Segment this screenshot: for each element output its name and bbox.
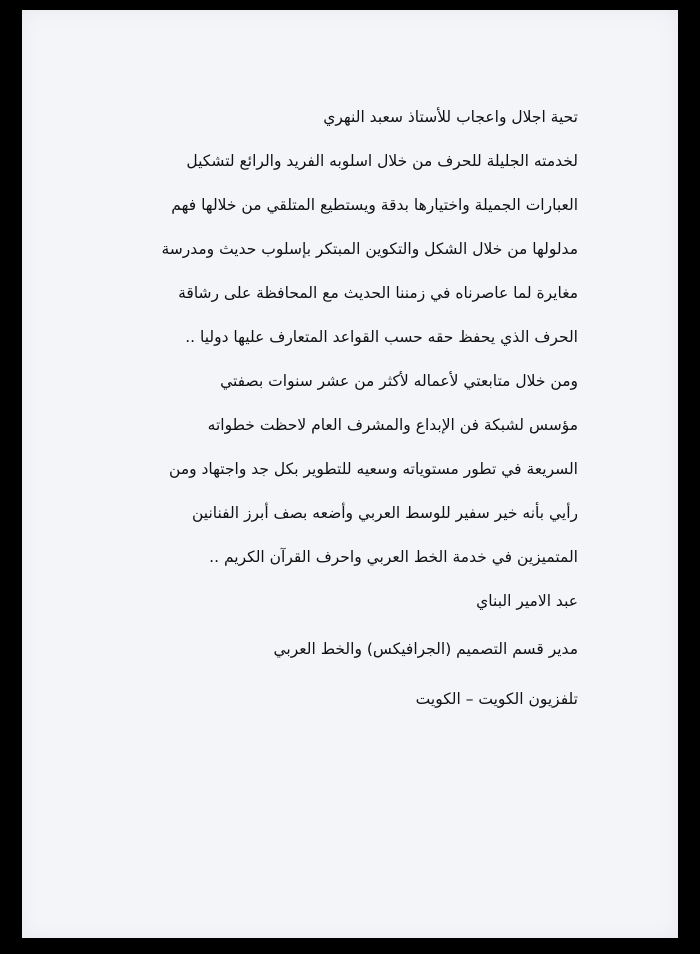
signature-org: تلفزيون الكويت – الكويت <box>415 690 578 708</box>
signature-name: عبد الامير البناي <box>476 592 578 610</box>
letter-line-10: رأيي بأنه خير سفير للوسط العربي وأضعه بصف أبرز الفنانين <box>191 504 578 522</box>
letter-line-8: مؤسس لشبكة فن الإبداع والمشرف العام لاحظت خطواته <box>207 416 578 434</box>
signature-title: مدير قسم التصميم (الجرافيكس) والخط العربي <box>273 640 578 658</box>
letter-paper <box>22 10 678 938</box>
letter-line-7: ومن خلال متابعتي لأعماله لأكثر من عشر سنوات بصفتي <box>220 372 578 390</box>
letter-line-6: الحرف الذي يحفظ حقه حسب القواعد المتعارف عليها دوليا .. <box>185 328 578 346</box>
letter-body <box>98 100 578 720</box>
letter-line-9: السريعة في تطور مستوياته وسعيه للتطوير بكل جد واجتهاد ومن <box>169 460 578 478</box>
letter-line-5: مغايرة لما عاصرناه في زمننا الحديث مع المحافظة على رشاقة <box>178 284 578 302</box>
letter-line-4: مدلولها من خلال الشكل والتكوين المبتكر بإسلوب حديث ومدرسة <box>161 240 578 258</box>
letter-line-11: المتميزين في خدمة الخط العربي واحرف القرآن الكريم .. <box>209 548 578 566</box>
letter-line-2: لخدمته الجليلة للحرف من خلال اسلوبه الفريد والرائع لتشكيل <box>186 152 578 170</box>
letter-line-3: العبارات الجميلة واختيارها بدقة ويستطيع المتلقي من خلالها فهم <box>171 196 578 214</box>
letter-line-1: تحية اجلال واعجاب للأستاذ سعبد النهري <box>323 108 578 126</box>
